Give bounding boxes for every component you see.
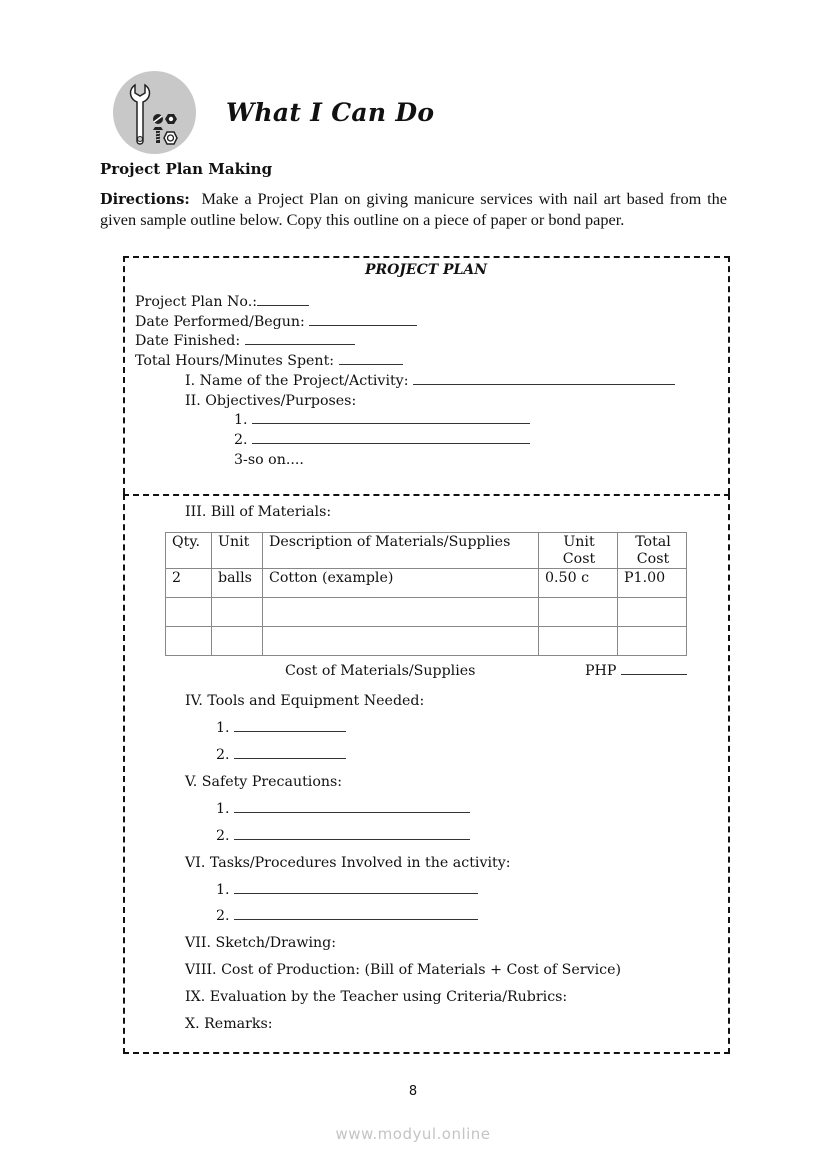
field-date-finished bbox=[135, 332, 355, 351]
cell-total-cost[interactable] bbox=[618, 598, 687, 627]
blank-line[interactable] bbox=[252, 411, 530, 424]
column-header-total-cost bbox=[618, 533, 687, 569]
tools-item bbox=[216, 746, 346, 765]
section-evaluation-label: IX. Evaluation by the Teacher using Criteria/Rubrics: bbox=[185, 989, 568, 1005]
section-remarks-label: X. Remarks: bbox=[185, 1016, 273, 1032]
item-number: 2. bbox=[216, 747, 230, 763]
tasks-item bbox=[216, 907, 478, 926]
watermark: www.modyul.online bbox=[335, 1125, 491, 1143]
section-bill-of-materials-label: III. Bill of Materials: bbox=[185, 504, 332, 520]
item-number: 1. bbox=[216, 801, 230, 817]
blank-line[interactable] bbox=[413, 372, 675, 385]
cell-description[interactable] bbox=[263, 598, 539, 627]
blank-line[interactable] bbox=[252, 431, 530, 444]
field-label: Date Performed/Begun: bbox=[135, 314, 305, 330]
blank-line[interactable] bbox=[234, 881, 478, 894]
header-text: Unit Cost bbox=[562, 534, 596, 567]
objectives-more: 3-so on.... bbox=[234, 452, 304, 468]
item-number: 1. bbox=[216, 720, 230, 736]
section-safety-label: V. Safety Precautions: bbox=[185, 774, 343, 790]
item-number: 2. bbox=[216, 908, 230, 924]
safety-item bbox=[216, 800, 470, 819]
column-header-unit-cost bbox=[539, 533, 618, 569]
field-total-hours bbox=[135, 352, 403, 371]
cell-total-cost[interactable]: P1.00 bbox=[618, 569, 687, 598]
blank-line[interactable] bbox=[234, 827, 470, 840]
section-sketch-label: VII. Sketch/Drawing: bbox=[185, 935, 337, 951]
blank-line[interactable] bbox=[339, 352, 403, 365]
page-number: 8 bbox=[408, 1084, 418, 1099]
cell-unit[interactable] bbox=[212, 627, 263, 656]
cell-unit-cost[interactable]: 0.50 c bbox=[539, 569, 618, 598]
page-title: What I Can Do bbox=[226, 98, 435, 127]
item-number: 2. bbox=[234, 432, 248, 448]
blank-line[interactable] bbox=[234, 800, 470, 813]
objective-item bbox=[234, 411, 530, 430]
field-label: Date Finished: bbox=[135, 333, 241, 349]
section-subtitle: Project Plan Making bbox=[100, 160, 273, 178]
directions-paragraph bbox=[100, 189, 727, 230]
column-header-qty: Qty. bbox=[166, 533, 212, 569]
field-label: Project Plan No.: bbox=[135, 294, 258, 310]
cell-unit[interactable] bbox=[212, 598, 263, 627]
section-name-of-project bbox=[185, 372, 675, 391]
table-row bbox=[166, 627, 687, 656]
table-row bbox=[166, 598, 687, 627]
field-project-plan-no bbox=[135, 293, 309, 312]
blank-line[interactable] bbox=[245, 332, 355, 345]
blank-line[interactable] bbox=[234, 719, 346, 732]
blank-line[interactable] bbox=[621, 662, 687, 675]
blank-line[interactable] bbox=[234, 907, 478, 920]
column-header-description: Description of Materials/Supplies bbox=[263, 533, 539, 569]
field-label: Total Hours/Minutes Spent: bbox=[135, 353, 335, 369]
directions-label: Directions: bbox=[100, 191, 190, 208]
cost-of-materials-total bbox=[585, 662, 687, 681]
cell-description[interactable] bbox=[263, 627, 539, 656]
table-row bbox=[166, 569, 687, 598]
column-header-unit: Unit bbox=[212, 533, 263, 569]
tools-item bbox=[216, 719, 346, 738]
project-plan-title: PROJECT PLAN bbox=[364, 262, 488, 278]
cell-unit-cost[interactable] bbox=[539, 598, 618, 627]
section-tasks-label: VI. Tasks/Procedures Involved in the activity: bbox=[185, 855, 511, 871]
item-number: 1. bbox=[234, 412, 248, 428]
section-cost-production-label: VIII. Cost of Production: (Bill of Materials + Cost of Service) bbox=[185, 962, 622, 978]
blank-line[interactable] bbox=[234, 746, 346, 759]
section-label: I. Name of the Project/Activity: bbox=[185, 373, 409, 389]
directions-text: Make a Project Plan on giving manicure services with nail art based from the given sample outline below. Copy this outline on a piece of paper or bond paper. bbox=[100, 189, 727, 229]
safety-item bbox=[216, 827, 470, 846]
blank-line[interactable] bbox=[309, 313, 417, 326]
item-number: 1. bbox=[216, 882, 230, 898]
cell-qty[interactable]: 2 bbox=[166, 569, 212, 598]
section-objectives-label: II. Objectives/Purposes: bbox=[185, 393, 357, 409]
cell-description[interactable]: Cotton (example) bbox=[263, 569, 539, 598]
section-tools-label: IV. Tools and Equipment Needed: bbox=[185, 693, 425, 709]
cell-unit-cost[interactable] bbox=[539, 627, 618, 656]
currency-label: PHP bbox=[585, 663, 617, 679]
header-text: Total Cost bbox=[635, 534, 671, 567]
wrench-bolts-icon bbox=[113, 71, 196, 154]
bill-of-materials-table bbox=[165, 532, 687, 656]
blank-line[interactable] bbox=[257, 293, 309, 306]
cell-total-cost[interactable] bbox=[618, 627, 687, 656]
field-date-performed bbox=[135, 313, 417, 332]
table-header-row bbox=[166, 533, 687, 569]
item-number: 2. bbox=[216, 828, 230, 844]
cell-qty[interactable] bbox=[166, 627, 212, 656]
tasks-item bbox=[216, 881, 478, 900]
cell-qty[interactable] bbox=[166, 598, 212, 627]
cell-unit[interactable]: balls bbox=[212, 569, 263, 598]
objective-item bbox=[234, 431, 530, 450]
cost-of-materials-label: Cost of Materials/Supplies bbox=[285, 663, 476, 679]
